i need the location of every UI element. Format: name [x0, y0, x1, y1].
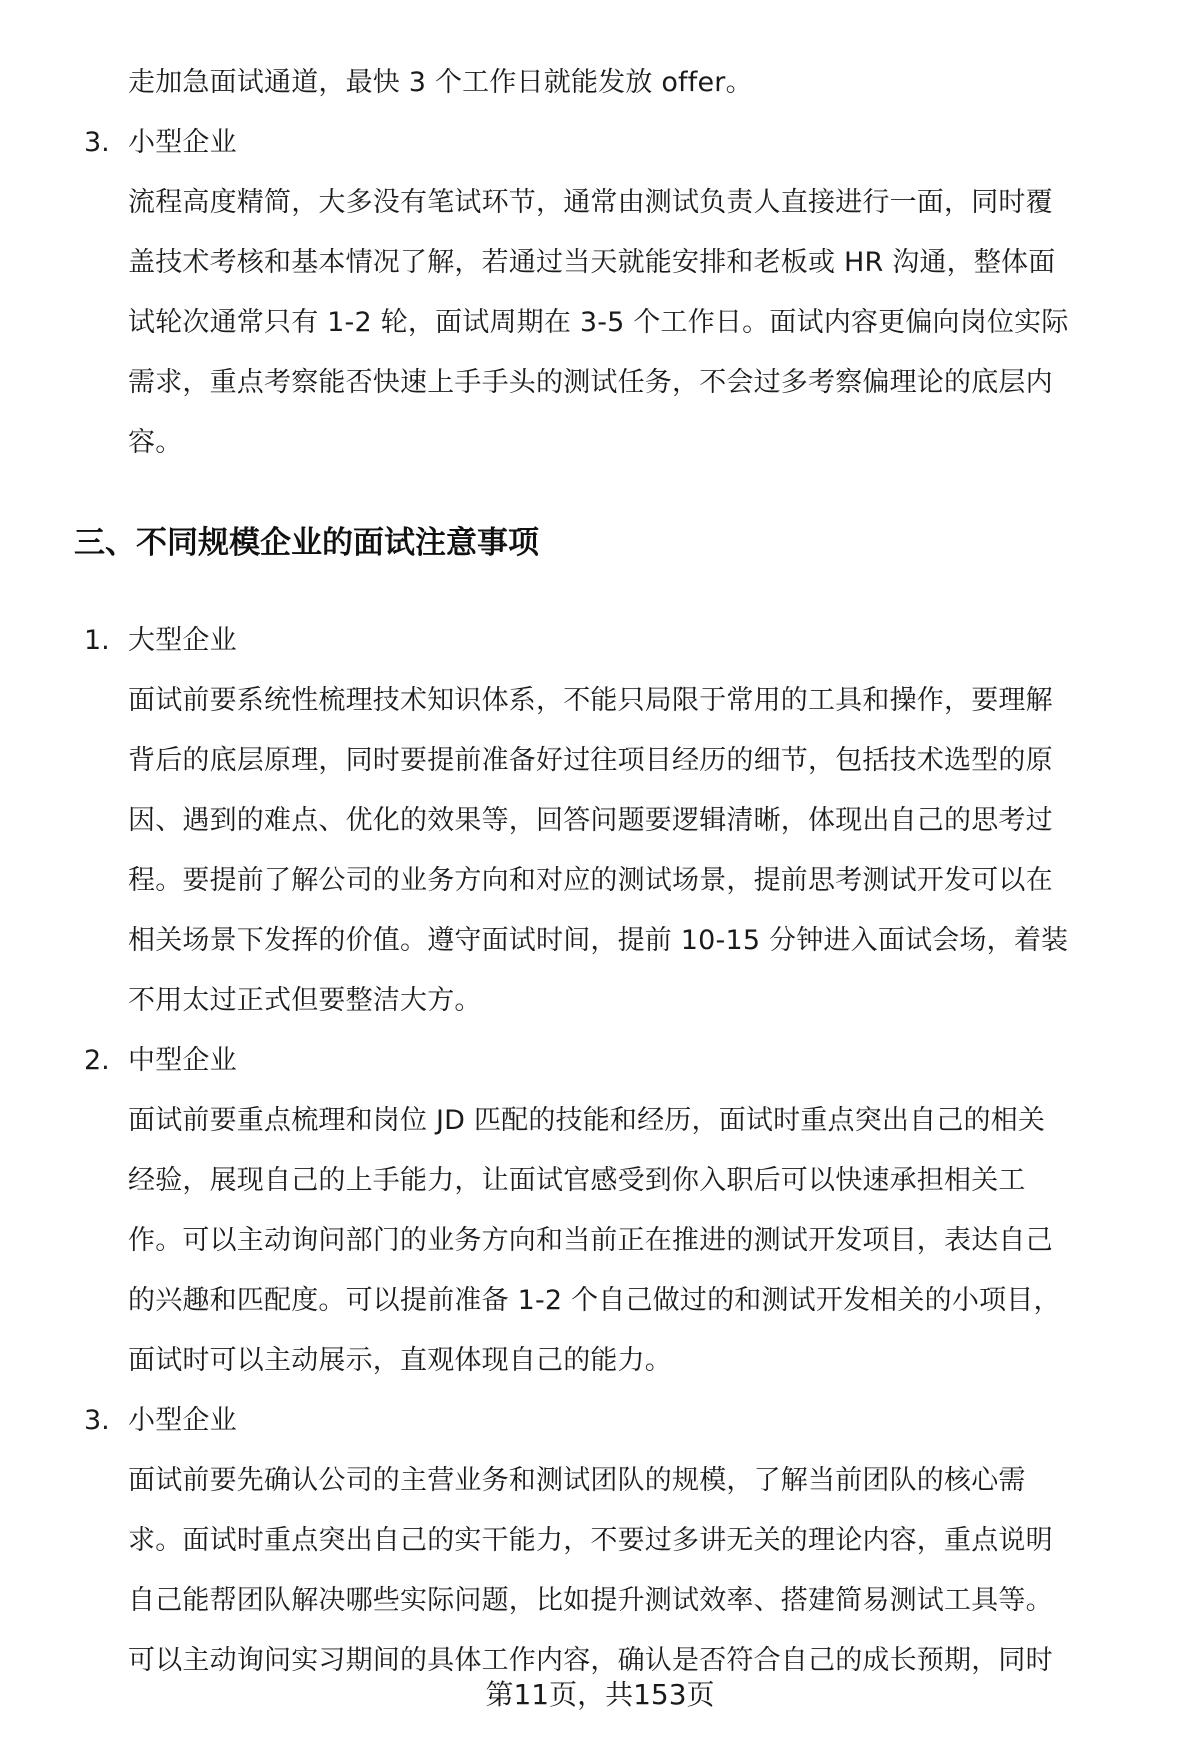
- paragraph-line: 流程高度精简，大多没有笔试环节，通常由测试负责人直接进行一面，同时覆: [128, 187, 1053, 218]
- paragraph-line: 不用太过正式但要整洁大方。: [128, 985, 482, 1016]
- list-item-title: 小型企业: [128, 1405, 237, 1436]
- paragraph-line: 面试前要重点梳理和岗位 JD 匹配的技能和经历，面试时重点突出自己的相关: [128, 1105, 1046, 1136]
- paragraph-line: 经验，展现自己的上手能力，让面试官感受到你入职后可以快速承担相关工: [128, 1165, 1026, 1196]
- paragraph-line: 可以主动询问实习期间的具体工作内容，确认是否符合自己的成长预期，同时: [128, 1645, 1053, 1676]
- list-number: 1.: [84, 625, 110, 656]
- list-number: 3.: [84, 127, 110, 158]
- paragraph-line: 的兴趣和匹配度。可以提前准备 1-2 个自己做过的和测试开发相关的小项目，: [128, 1285, 1061, 1316]
- paragraph-line: 背后的底层原理，同时要提前准备好过往项目经历的细节，包括技术选型的原: [128, 745, 1053, 776]
- section-heading: 三、不同规模企业的面试注意事项: [74, 525, 539, 561]
- list-number: 2.: [84, 1045, 110, 1076]
- list-item-title: 大型企业: [128, 625, 237, 656]
- paragraph-line: 求。面试时重点突出自己的实干能力，不要过多讲无关的理论内容，重点说明: [128, 1525, 1053, 1556]
- list-item-title: 小型企业: [128, 127, 237, 158]
- paragraph-line: 面试前要系统性梳理技术知识体系，不能只局限于常用的工具和操作，要理解: [128, 685, 1053, 716]
- paragraph-line: 相关场景下发挥的价值。遵守面试时间，提前 10-15 分钟进入面试会场，着装: [128, 925, 1069, 956]
- paragraph-line: 试轮次通常只有 1-2 轮，面试周期在 3-5 个工作日。面试内容更偏向岗位实际: [128, 307, 1069, 338]
- paragraph-line: 盖技术考核和基本情况了解，若通过当天就能安排和老板或 HR 沟通，整体面: [128, 247, 1056, 278]
- paragraph-line: 程。要提前了解公司的业务方向和对应的测试场景，提前思考测试开发可以在: [128, 865, 1053, 896]
- list-item-title: 中型企业: [128, 1045, 237, 1076]
- paragraph-line: 需求，重点考察能否快速上手手头的测试任务，不会过多考察偏理论的底层内: [128, 367, 1053, 398]
- list-number: 3.: [84, 1405, 110, 1436]
- paragraph-line: 走加急面试通道，最快 3 个工作日就能发放 offer。: [128, 67, 753, 98]
- paragraph-line: 作。可以主动询问部门的业务方向和当前正在推进的测试开发项目，表达自己: [128, 1225, 1053, 1256]
- paragraph-line: 面试时可以主动展示，直观体现自己的能力。: [128, 1345, 672, 1376]
- paragraph-line: 容。: [128, 427, 183, 458]
- page-number: 第11页，共153页: [485, 1678, 715, 1711]
- paragraph-line: 面试前要先确认公司的主营业务和测试团队的规模，了解当前团队的核心需: [128, 1465, 1026, 1496]
- paragraph-line: 因、遇到的难点、优化的效果等，回答问题要逻辑清晰，体现出自己的思考过: [128, 805, 1053, 836]
- paragraph-line: 自己能帮团队解决哪些实际问题，比如提升测试效率、搭建简易测试工具等。: [128, 1585, 1053, 1616]
